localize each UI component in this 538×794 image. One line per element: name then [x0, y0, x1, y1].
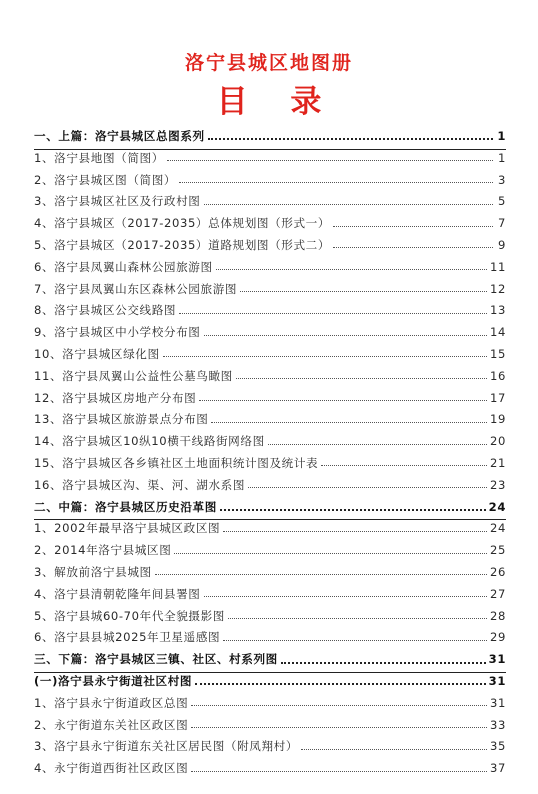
toc-page-number: 37: [490, 761, 506, 776]
toc-entry: [34, 237, 506, 259]
toc-heading: 目 录: [216, 84, 338, 120]
dot-leader: [211, 411, 487, 422]
toc-entry: [34, 608, 506, 630]
toc-entry-title: 8、洛宁县城区公交线路图: [34, 303, 177, 318]
toc-entry: [34, 302, 506, 324]
toc-page-number: 31: [490, 695, 506, 710]
dot-leader: [191, 695, 487, 706]
toc-page-number: 29: [490, 630, 506, 645]
toc-entry-title: 1、洛宁县永宁街道政区总图: [34, 695, 189, 710]
dot-leader: [163, 346, 487, 357]
toc-entry-title: 一、上篇：洛宁县城区总图系列: [34, 129, 205, 143]
dot-leader: [333, 215, 493, 226]
dot-leader: [223, 629, 487, 640]
toc-entry-title: 1、洛宁县地图（简图）: [34, 150, 164, 165]
toc-entry-title: 4、洛宁县清朝乾隆年间县署图: [34, 586, 201, 601]
toc-page-number: 28: [490, 608, 506, 623]
toc-page-number: 1: [497, 129, 506, 143]
dot-leader: [208, 128, 493, 140]
toc-entry-title: 2、洛宁县城区图（简图）: [34, 172, 177, 187]
dot-leader: [179, 172, 493, 183]
toc-entry: [34, 717, 506, 739]
dot-leader: [179, 302, 487, 313]
dot-leader: [268, 433, 487, 444]
toc-entry-title: 5、洛宁县城区（2017-2035）道路规划图（形式二）: [34, 237, 331, 252]
toc-entry: [34, 542, 506, 564]
toc-page-number: 15: [490, 346, 506, 361]
toc-page-number: 31: [488, 673, 506, 688]
toc-entry-title: 5、洛宁县城60-70年代全貌摄影图: [34, 608, 225, 623]
toc-entry: [34, 629, 506, 651]
toc-entry-title: 3、洛宁县城区社区及行政村图: [34, 194, 201, 209]
dot-leader: [240, 281, 487, 292]
toc-entry: [34, 150, 506, 172]
dot-leader: [204, 586, 488, 597]
toc-page-number: 12: [490, 281, 506, 296]
dot-leader: [155, 564, 487, 575]
toc-page-number: 21: [490, 455, 506, 470]
toc-entry: [34, 760, 506, 782]
toc-entry-title: 15、洛宁县城区各乡镇社区土地面积统计图及统计表: [34, 455, 319, 470]
toc-entry-title: 3、解放前洛宁县城图: [34, 564, 152, 579]
toc-entry: [34, 433, 506, 455]
toc-entry: [34, 520, 506, 542]
toc-page-number: 16: [490, 368, 506, 383]
toc-page-number: 24: [490, 521, 506, 536]
toc-entry-title: 1、2002年最早洛宁县城区政区图: [34, 521, 221, 536]
toc-page-number: 31: [488, 652, 506, 667]
dot-leader: [191, 717, 487, 728]
toc-page-number: 13: [490, 303, 506, 318]
dot-leader: [236, 368, 487, 379]
toc-entry: [34, 738, 506, 760]
toc-page-number: 9: [498, 237, 506, 252]
toc-entry-title: 14、洛宁县城区10纵10横干线路街网络图: [34, 434, 265, 449]
toc-entry-title: 7、洛宁县凤翼山东区森林公园旅游图: [34, 281, 238, 296]
dot-leader: [228, 608, 487, 619]
dot-leader: [248, 477, 487, 488]
dot-leader: [191, 760, 487, 771]
dot-leader: [204, 193, 494, 204]
toc-entry: [34, 564, 506, 586]
toc-entry: [34, 215, 506, 237]
dot-leader: [333, 237, 493, 248]
toc-entry: [34, 411, 506, 433]
dot-leader: [220, 499, 486, 511]
toc-entry-title: 4、永宁街道西街社区政区图: [34, 761, 189, 776]
dot-leader: [199, 390, 487, 401]
toc-entry-title: 二、中篇：洛宁县城区历史沿革图: [34, 499, 217, 514]
toc-section-heading: [34, 673, 506, 695]
dot-leader: [195, 673, 486, 685]
toc-page-number: 26: [490, 564, 506, 579]
toc-section-heading: [34, 499, 506, 521]
toc-section-heading: [34, 128, 506, 150]
toc-page-number: 33: [490, 717, 506, 732]
toc-entry-title: 6、洛宁县凤翼山森林公园旅游图: [34, 259, 213, 274]
dot-leader: [216, 259, 487, 270]
toc-entry: [34, 193, 506, 215]
toc-page-number: 19: [490, 412, 506, 427]
toc-entry: [34, 586, 506, 608]
toc-entry-title: 16、洛宁县城区沟、渠、河、湖水系图: [34, 477, 246, 492]
dot-leader: [223, 520, 487, 531]
toc-entry: [34, 346, 506, 368]
dot-leader: [281, 651, 486, 663]
table-of-contents: [34, 128, 506, 782]
toc-entry: [34, 390, 506, 412]
dot-leader: [174, 542, 487, 553]
toc-entry-title: 2、2014年洛宁县城区图: [34, 543, 172, 558]
toc-entry-title: 2、永宁街道东关社区政区图: [34, 717, 189, 732]
toc-entry-title: 9、洛宁县城区中小学校分布图: [34, 325, 201, 340]
toc-entry: [34, 455, 506, 477]
toc-entry-title: 4、洛宁县城区（2017-2035）总体规划图（形式一）: [34, 216, 331, 231]
toc-page-number: 7: [498, 216, 506, 231]
toc-entry-title: 10、洛宁县城区绿化图: [34, 346, 160, 361]
toc-page-number: 27: [490, 586, 506, 601]
toc-entry: [34, 324, 506, 346]
toc-entry-title: 三、下篇：洛宁县城区三镇、社区、村系列图: [34, 652, 278, 667]
toc-entry: [34, 259, 506, 281]
toc-page-number: 17: [490, 390, 506, 405]
toc-entry: [34, 368, 506, 390]
toc-page-number: 5: [498, 194, 506, 209]
toc-page-number: 3: [498, 172, 506, 187]
toc-page-number: 1: [498, 150, 506, 165]
book-title: 洛宁县城区地图册: [184, 52, 353, 74]
toc-entry-title: (一)洛宁县永宁街道社区村图: [34, 673, 193, 688]
toc-page-number: 23: [490, 477, 506, 492]
toc-entry: [34, 477, 506, 499]
toc-page-number: 35: [490, 739, 506, 754]
toc-entry: [34, 172, 506, 194]
toc-entry-title: 12、洛宁县城区房地产分布图: [34, 390, 197, 405]
toc-page-number: 24: [488, 499, 506, 514]
toc-page-number: 14: [490, 325, 506, 340]
dot-leader: [204, 324, 488, 335]
toc-entry: [34, 695, 506, 717]
toc-entry-title: 3、洛宁县永宁街道东关社区居民图（附凤翔村）: [34, 739, 299, 754]
toc-entry-title: 6、洛宁县县城2025年卫星遥感图: [34, 630, 221, 645]
toc-entry-title: 11、洛宁县凤翼山公益性公墓鸟瞰图: [34, 368, 233, 383]
toc-page-number: 25: [490, 543, 506, 558]
dot-leader: [167, 150, 493, 161]
toc-page-number: 11: [490, 259, 506, 274]
toc-entry: [34, 281, 506, 303]
toc-entry-title: 13、洛宁县城区旅游景点分布图: [34, 412, 209, 427]
toc-page-number: 20: [490, 434, 506, 449]
dot-leader: [301, 738, 487, 749]
toc-section-heading: [34, 651, 506, 673]
dot-leader: [321, 455, 487, 466]
